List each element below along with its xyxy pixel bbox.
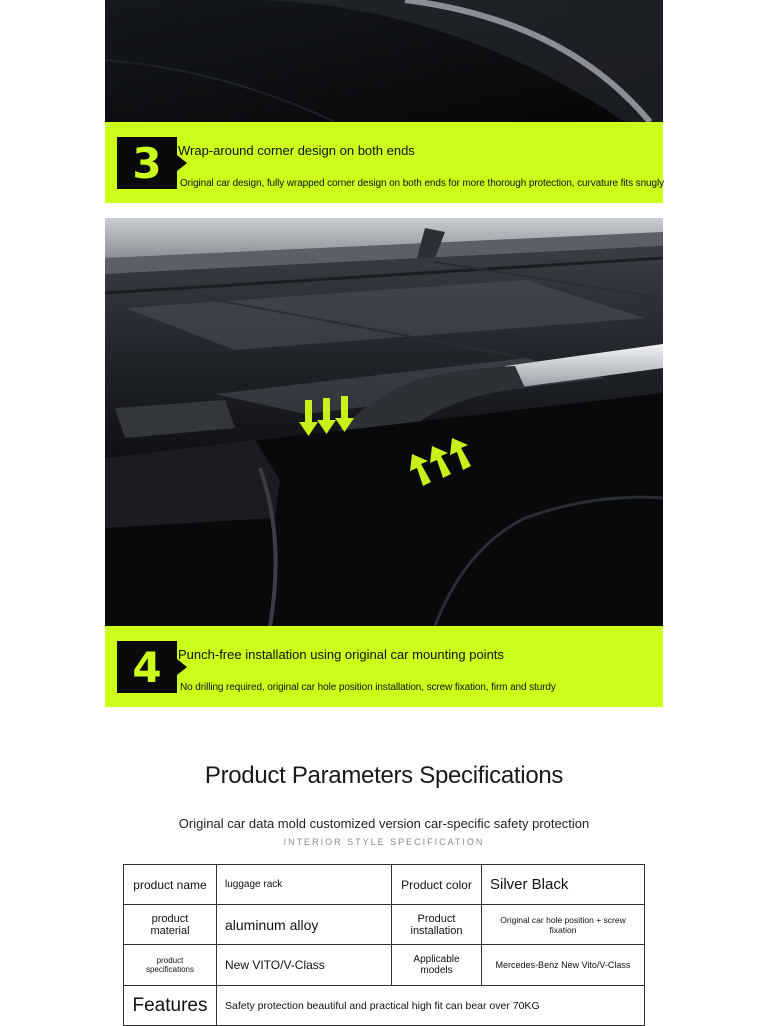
table-row xyxy=(124,865,645,905)
roof-rack-illustration xyxy=(105,218,663,626)
features-value: Safety protection beautiful and practical high fit can bear over 70KG xyxy=(217,986,645,1026)
feature-band-3 xyxy=(105,122,663,203)
spec-subtitle: Original car data mold customized version car-specific safety protection xyxy=(178,816,590,831)
feature-title: Wrap-around corner design on both ends xyxy=(178,143,415,158)
features-label: Features xyxy=(124,986,217,1026)
feature-number-badge: 3 xyxy=(117,137,177,189)
feature-title: Punch-free installation using original car mounting points xyxy=(178,647,504,662)
feature-number-badge: 4 xyxy=(117,641,177,693)
table-row xyxy=(124,905,645,945)
feature-band-4 xyxy=(105,626,663,707)
spec-label: product name xyxy=(124,865,217,905)
spec-subtitle-en: INTERIOR STYLE SPECIFICATION xyxy=(283,837,485,847)
spec-value: luggage rack xyxy=(217,865,392,905)
table-row xyxy=(124,986,645,1026)
table-row xyxy=(124,945,645,986)
spec-label: Applicable models xyxy=(392,945,482,986)
spec-label: product specifications xyxy=(124,945,217,986)
feature-description: Original car design, fully wrapped corner design on both ends for more thorough protection, curvature fits snugly xyxy=(180,178,664,189)
spec-label: Product color xyxy=(392,865,482,905)
spec-label: product material xyxy=(124,905,217,945)
window-illustration xyxy=(105,0,663,122)
spec-value: New VITO/V-Class xyxy=(217,945,392,986)
spec-table xyxy=(123,864,645,1026)
spec-value: Original car hole position + screw fixation xyxy=(482,905,645,945)
product-photo-window xyxy=(105,0,663,122)
spec-value: aluminum alloy xyxy=(217,905,392,945)
spec-label: Product installation xyxy=(392,905,482,945)
feature-description: No drilling required, original car hole position installation, screw fixation, firm and sturdy xyxy=(180,682,556,693)
spec-title: Product Parameters Specifications xyxy=(204,762,564,789)
product-photo-roof-rack xyxy=(105,218,663,626)
down-arrows-icon xyxy=(299,396,354,436)
spec-value: Mercedes-Benz New Vito/V-Class xyxy=(482,945,645,986)
spec-value: Silver Black xyxy=(482,865,645,905)
